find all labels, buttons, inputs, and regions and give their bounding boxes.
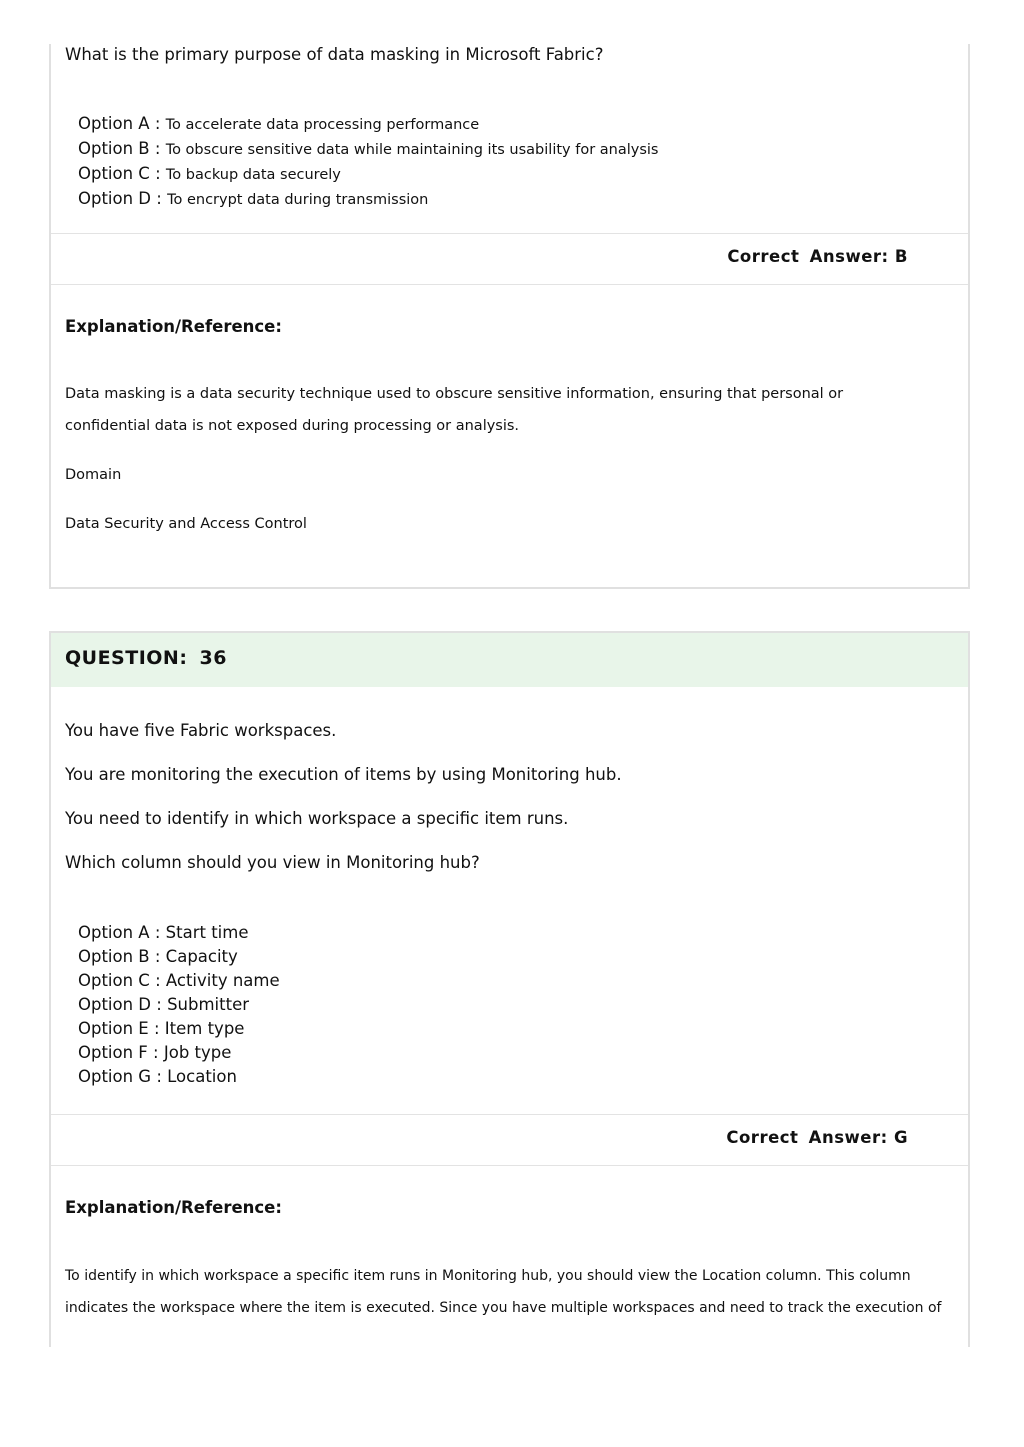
question-35-options xyxy=(78,112,658,212)
question-36-line-2: You are monitoring the execution of items by using Monitoring hub. xyxy=(65,765,622,784)
explanation-text: Data masking is a data security technique used to obscure sensitive information, ensuring that personal or confidential data is not exposed during processing or analysis. xyxy=(65,386,844,434)
option-d: Option D : Submitter xyxy=(78,995,250,1014)
question-36-options xyxy=(78,921,280,1089)
domain-value: Data Security and Access Control xyxy=(65,516,307,532)
option-c: Option C : To backup data securely xyxy=(78,164,341,183)
question-35-card xyxy=(49,44,970,589)
option-d: Option D : To encrypt data during transmission xyxy=(78,189,429,208)
option-b: Option B : To obscure sensitive data while maintaining its usability for analysis xyxy=(78,139,659,158)
question-number: QUESTION: 36 xyxy=(65,647,227,669)
divider xyxy=(51,1114,968,1115)
domain-label: Domain xyxy=(65,467,122,483)
question-header xyxy=(51,633,968,687)
option-a: Option A : Start time xyxy=(78,923,249,942)
divider xyxy=(51,233,968,234)
question-36-line-1: You have five Fabric workspaces. xyxy=(65,721,337,740)
option-e: Option E : Item type xyxy=(78,1019,245,1038)
question-36-card xyxy=(49,631,970,1347)
option-b: Option B : Capacity xyxy=(78,947,238,966)
option-c: Option C : Activity name xyxy=(78,971,280,990)
divider xyxy=(51,284,968,285)
correct-answer: Correct Answer: G xyxy=(726,1128,908,1147)
explanation-title: Explanation/Reference: xyxy=(65,317,282,336)
option-f: Option F : Job type xyxy=(78,1043,232,1062)
question-35-text: What is the primary purpose of data masking in Microsoft Fabric? xyxy=(65,45,604,64)
option-g: Option G : Location xyxy=(78,1067,237,1086)
divider xyxy=(51,1165,968,1166)
explanation-text: To identify in which workspace a specific item runs in Monitoring hub, you should view the Location column. This column indicates the workspace where the item is executed. Since you have multiple workspaces and need to track the execution of xyxy=(65,1268,942,1316)
question-36-line-3: You need to identify in which workspace a specific item runs. xyxy=(65,809,569,828)
question-36-line-4: Which column should you view in Monitoring hub? xyxy=(65,853,480,872)
option-a: Option A : To accelerate data processing performance xyxy=(78,114,480,133)
explanation-title: Explanation/Reference: xyxy=(65,1198,282,1217)
correct-answer: Correct Answer: B xyxy=(727,247,908,266)
